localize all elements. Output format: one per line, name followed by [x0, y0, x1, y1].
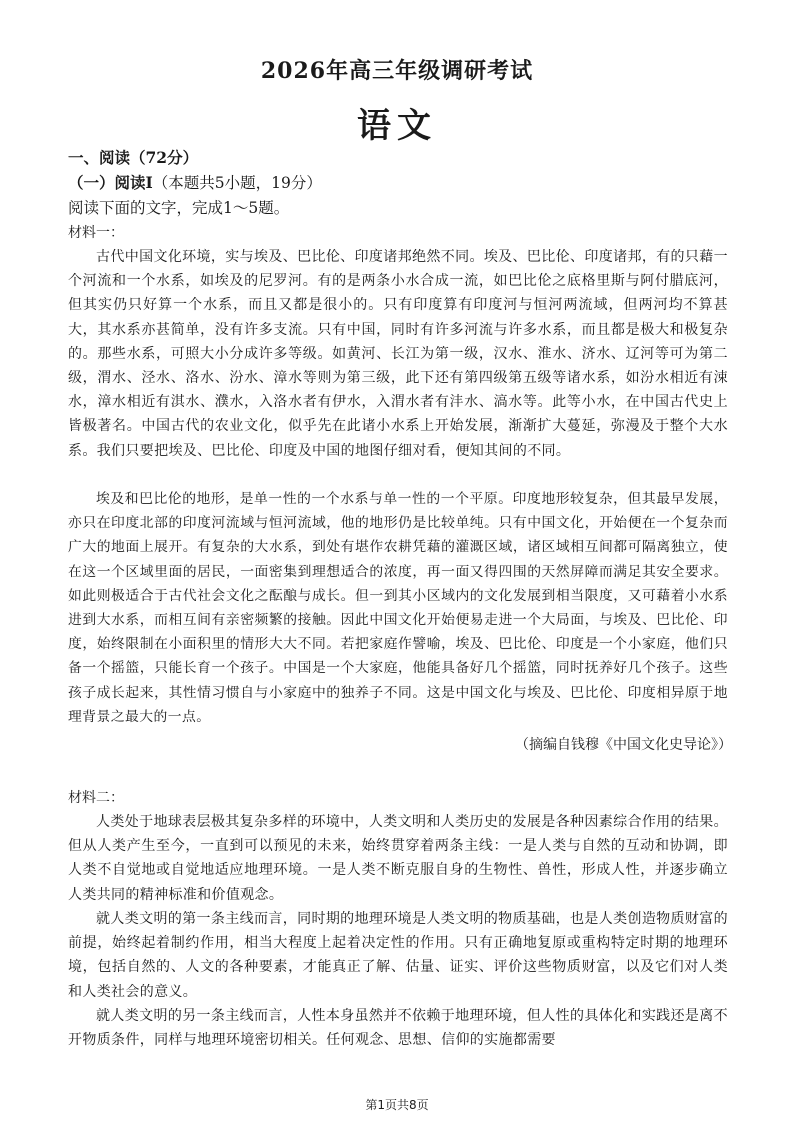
reading-instruction: 阅读下面的文字，完成1～5题。: [68, 199, 290, 217]
page-number: 第1页共8页: [365, 1098, 429, 1112]
subject-title: 语文: [357, 106, 437, 146]
subsection-heading: [68, 171, 322, 193]
exam-title: 2026年高三年级调研考试: [260, 58, 534, 84]
material-two-paragraph: 就人类文明的第一条主线而言，同时期的地理环境是人类文明的物质基础，也是人类创造物质财富的前提，始终起着制约作用，相当大程度上起着决定性的作用。只有正确地复原或重构特定时期的地理环境，包括自然的、人文的各种要素，才能真正了解、估量、证实、评价这些物质财富，以及它们对人类和人类社会的意义。: [68, 911, 728, 1000]
section-heading: 一、阅读（72分）: [68, 148, 199, 167]
material-one-paragraph: 埃及和巴比伦的地形，是单一性的一个水系与单一性的一个平原。印度地形较复杂，但其最早发展，亦只在印度北部的印度河流域与恒河流域，他的地形仍是比较单纯。只有中国文化，开始便在一个复杂而广大的地面上展开。有复杂的大水系，到处有堪作农耕凭藉的灌溉区域，诸区域相互间都可隔离独立，使在这一个区域里面的居民，一面密集到理想适合的浓度，再一面又得四围的天然屏障而满足其安全要求。如此则极适合于古代社会文化之酝酿与成长。但一到其小区域内的文化发展到相当限度，又可藉着小水系进到大水系，而相互间有亲密频繁的接触。因此中国文化开始便易走进一个大局面，与埃及、巴比伦、印度，始终限制在小面积里的情形大大不同。若把家庭作譬喻，埃及、巴比伦、印度是一个小家庭，他们只备一个摇篮，只能长育一个孩子。中国是一个大家庭，他能具备好几个摇篮，同时抚养好几个孩子。这些孩子成长起来，其性情习惯自与小家庭中的独养子不同。这是中国文化与埃及、巴比伦、印度相异原于地理背景之最大的一点。: [68, 491, 728, 725]
material-one-paragraph: 古代中国文化环境，实与埃及、巴比伦、印度诸邦绝然不同。埃及、巴比伦、印度诸邦，有的只藉一个河流和一个水系，如埃及的尼罗河。有的是两条小水合成一流，如巴比伦之底格里斯与阿付腊底河，但其实仍只好算一个水系，而且又都是很小的。只有印度算有印度河与恒河两流域，但两河均不算甚大，其水系亦甚简单，没有许多支流。只有中国，同时有许多河流与许多水系，而且都是极大和极复杂的。那些水系，可照大小分成许多等级。如黄河、长江为第一级，汉水、淮水、济水、辽河等可为第二级，渭水、泾水、洛水、汾水、漳水等则为第三级，此下还有第四级第五级等诸水系，如汾水相近有涑水，漳水相近有淇水、濮水，入洛水者有伊水，入渭水者有沣水、滈水等。此等小水，在中国古代史上皆极著名。中国古代的农业文化，似乎先在此诸小水系上开始发展，渐渐扩大蔓延，弥漫及于整个大水系。我们只要把埃及、巴比伦、印度及中国的地图仔细对看，便知其间的不同。: [68, 249, 728, 459]
material-two-paragraph: 人类处于地球表层极其复杂多样的环境中，人类文明和人类历史的发展是各种因素综合作用的结果。但从人类产生至今，一直到可以预见的未来，始终贯穿着两条主线：一是人类与自然的互动和协调，即人类不自觉地或自觉地适应地理环境。一是人类不断克服自身的生物性、兽性，形成人性，并逐步确立人类共同的精神标准和价值观念。: [68, 814, 728, 903]
material-two-paragraph: 就人类文明的另一条主线而言，人性本身虽然并不依赖于地理环境，但人性的具体化和实践还是离不开物质条件，同样与地理环境密切相关。任何观念、思想、信仰的实施都需要: [68, 1008, 728, 1049]
subsection-label: （一）阅读Ⅰ: [68, 173, 153, 192]
material-one-source: （摘编自钱穆《中国文化史导论》）: [515, 737, 732, 753]
subsection-detail: （本题共5小题，19分）: [152, 174, 322, 192]
material-two-label: 材料二：: [68, 790, 124, 806]
material-one-label: 材料一：: [68, 225, 124, 241]
